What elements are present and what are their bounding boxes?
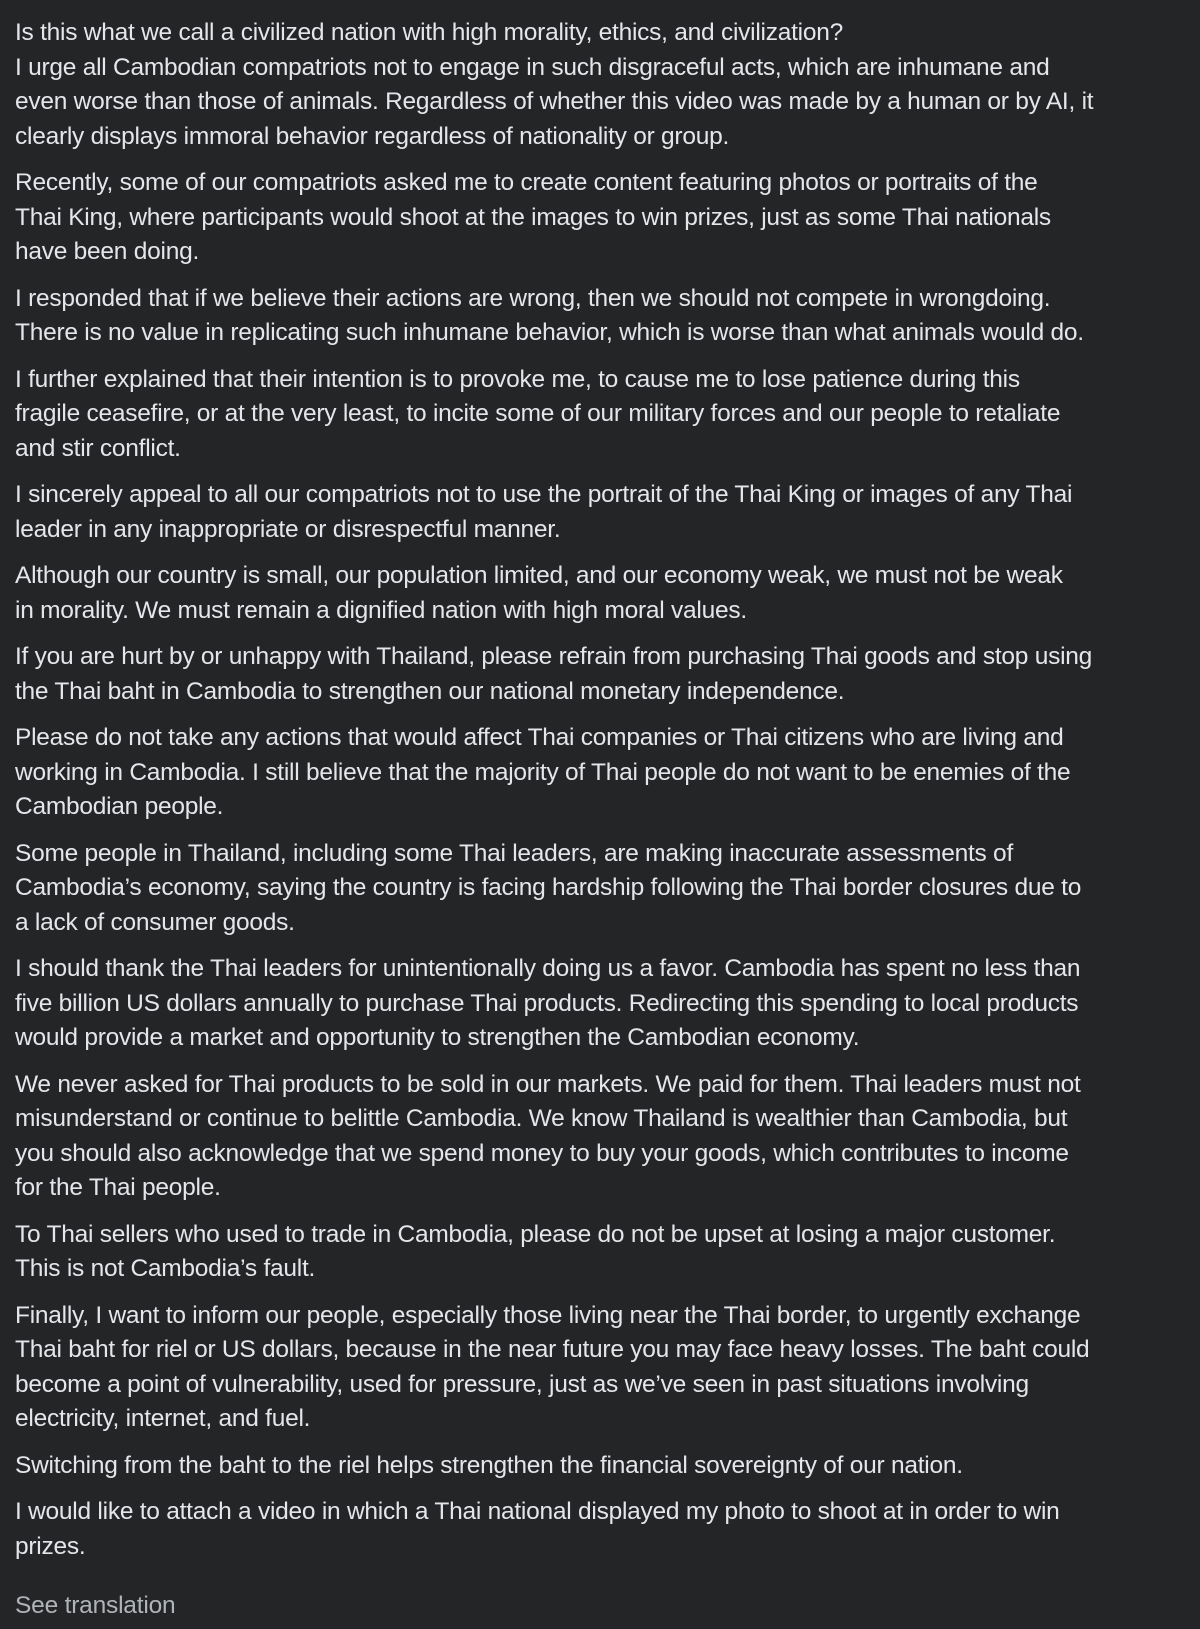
- paragraph-line: leader in any inappropriate or disrespectful manner.: [15, 515, 561, 543]
- post-paragraph: [15, 1449, 1168, 1484]
- post-paragraph: [15, 1299, 1168, 1437]
- post-paragraph: [15, 282, 1168, 351]
- paragraph-line: you should also acknowledge that we spend money to buy your goods, which contributes to income: [15, 1139, 1069, 1167]
- post-paragraph: [15, 640, 1168, 709]
- paragraph-line: If you are hurt by or unhappy with Thailand, please refrain from purchasing Thai goods and stop using: [15, 643, 1093, 670]
- paragraph-line: To Thai sellers who used to trade in Cambodia, please do not be upset at losing a major customer.: [15, 1220, 1056, 1248]
- paragraph-line: I urge all Cambodian compatriots not to engage in such disgraceful acts, which are inhumane and: [15, 53, 1050, 81]
- see-translation-link[interactable]: See translation: [15, 1592, 176, 1619]
- post-paragraph: [15, 952, 1168, 1056]
- paragraph-line: a lack of consumer goods.: [15, 908, 295, 936]
- paragraph-line: Thai King, where participants would shoot at the images to win prizes, just as some Thai nationals: [15, 203, 1051, 231]
- paragraph-line: and stir conflict.: [15, 434, 181, 462]
- post-paragraph: [15, 478, 1168, 547]
- paragraph-line: have been doing.: [15, 238, 199, 265]
- paragraph-line: Thai baht for riel or US dollars, because in the near future you may face heavy losses. The baht could: [15, 1336, 1090, 1363]
- paragraph-line: This is not Cambodia’s fault.: [15, 1255, 316, 1282]
- paragraph-line: become a point of vulnerability, used for pressure, just as we’ve seen in past situations involving: [15, 1370, 1029, 1398]
- paragraph-line: Recently, some of our compatriots asked me to create content featuring photos or portraits of the: [15, 169, 1038, 196]
- paragraph-line: I would like to attach a video in which a Thai national displayed my photo to shoot at in order to win: [15, 1498, 1060, 1525]
- paragraph-line: Is this what we call a civilized nation with high morality, ethics, and civilization?: [15, 19, 844, 46]
- post-paragraph: [15, 1495, 1168, 1564]
- paragraph-line: I should thank the Thai leaders for unintentionally doing us a favor. Cambodia has spent no less than: [15, 955, 1081, 982]
- paragraph-line: in morality. We must remain a dignified nation with high moral values.: [15, 596, 747, 624]
- paragraph-line: prizes.: [15, 1532, 86, 1560]
- paragraph-line: working in Cambodia. I still believe that the majority of Thai people do not want to be enemies of the: [15, 758, 1071, 786]
- paragraph-line: even worse than those of animals. Regardless of whether this video was made by a human or by AI, it: [15, 88, 1094, 115]
- post-paragraph: [15, 16, 1168, 154]
- paragraph-line: I responded that if we believe their actions are wrong, then we should not compete in wrongdoing.: [15, 284, 1051, 312]
- paragraph-line: Cambodian people.: [15, 793, 224, 820]
- paragraph-line: There is no value in replicating such inhumane behavior, which is worse than what animals would do.: [15, 319, 1084, 346]
- paragraph-line: Finally, I want to inform our people, especially those living near the Thai border, to urgently exchange: [15, 1301, 1081, 1329]
- paragraph-line: the Thai baht in Cambodia to strengthen our national monetary independence.: [15, 677, 845, 705]
- paragraph-line: fragile ceasefire, or at the very least, to incite some of our military forces and our people to retaliate: [15, 400, 1061, 427]
- paragraph-line: Please do not take any actions that would affect Thai companies or Thai citizens who are living and: [15, 724, 1064, 751]
- post-body: [15, 16, 1168, 1564]
- paragraph-line: would provide a market and opportunity to strengthen the Cambodian economy.: [15, 1024, 860, 1051]
- paragraph-line: Switching from the baht to the riel helps strengthen the financial sovereignty of our nation.: [15, 1451, 963, 1479]
- post-paragraph: [15, 363, 1168, 467]
- paragraph-line: for the Thai people.: [15, 1174, 221, 1201]
- paragraph-line: five billion US dollars annually to purchase Thai products. Redirecting this spending to local products: [15, 989, 1079, 1017]
- paragraph-line: I further explained that their intention is to provoke me, to cause me to lose patience during this: [15, 365, 1020, 393]
- post-paragraph: [15, 1218, 1168, 1287]
- post-paragraph: [15, 559, 1168, 628]
- post-paragraph: [15, 721, 1168, 825]
- paragraph-line: Although our country is small, our population limited, and our economy weak, we must not be weak: [15, 562, 1063, 589]
- paragraph-line: We never asked for Thai products to be sold in our markets. We paid for them. Thai leaders must not: [15, 1070, 1081, 1098]
- paragraph-line: Cambodia’s economy, saying the country is facing hardship following the Thai border closures due to: [15, 874, 1082, 901]
- post-paragraph: [15, 166, 1168, 270]
- paragraph-line: electricity, internet, and fuel.: [15, 1405, 311, 1432]
- paragraph-line: clearly displays immoral behavior regardless of nationality or group.: [15, 122, 730, 150]
- post-paragraph: [15, 837, 1168, 941]
- paragraph-line: misunderstand or continue to belittle Cambodia. We know Thailand is wealthier than Cambodia, but: [15, 1105, 1068, 1132]
- post-paragraph: [15, 1068, 1168, 1206]
- paragraph-line: Some people in Thailand, including some Thai leaders, are making inaccurate assessments of: [15, 839, 1013, 867]
- paragraph-line: I sincerely appeal to all our compatriots not to use the portrait of the Thai King or images of any Thai: [15, 481, 1073, 508]
